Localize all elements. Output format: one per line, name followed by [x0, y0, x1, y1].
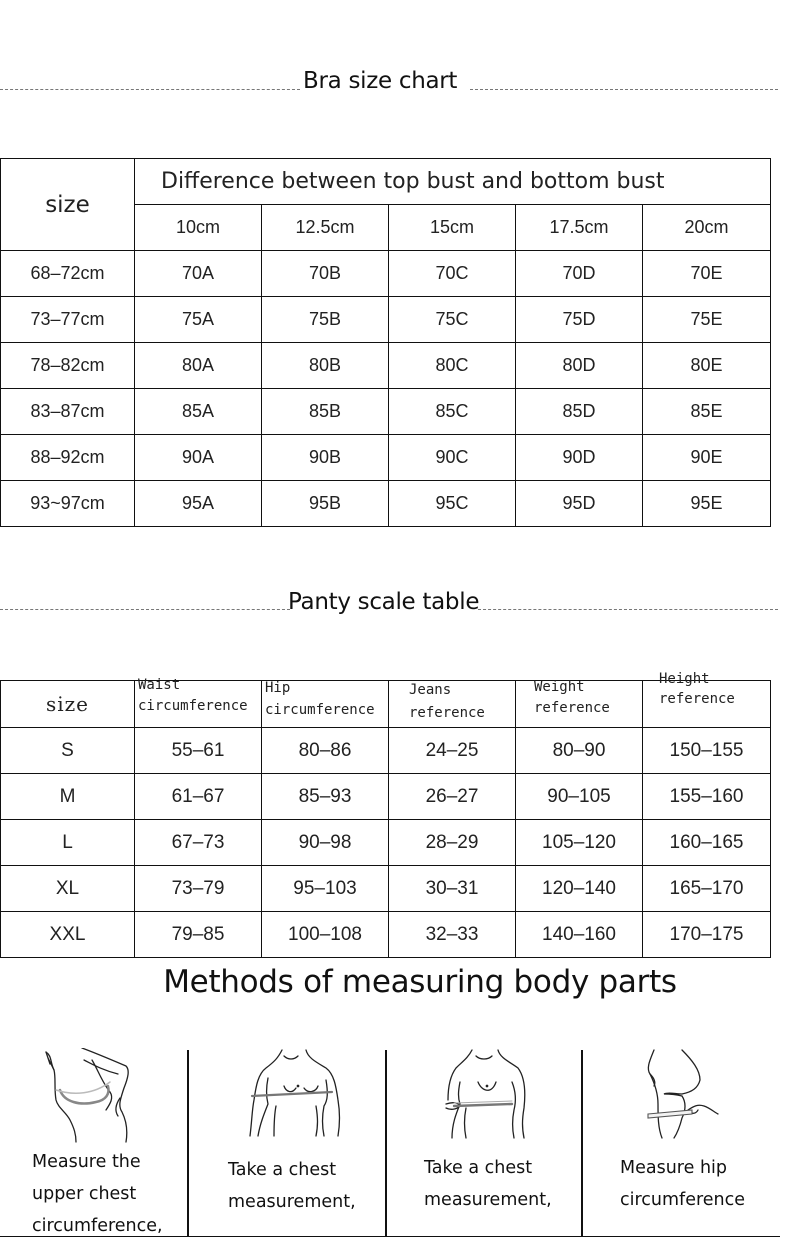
- dashed-divider-left: [0, 609, 290, 610]
- caption-line: circumference: [620, 1190, 746, 1210]
- table-row: [1, 774, 771, 820]
- method-caption: [620, 1152, 745, 1216]
- panty-cell: 67–73: [135, 820, 262, 866]
- caption-line: measurement,: [424, 1190, 552, 1210]
- bra-cell: 70A: [135, 251, 262, 297]
- panty-cell: 90–98: [262, 820, 389, 866]
- panty-cell: 28–29: [389, 820, 516, 866]
- bra-row-size: 73–77cm: [1, 297, 135, 343]
- panty-cell: 73–79: [135, 866, 262, 912]
- header-line: Weight: [534, 679, 585, 695]
- bra-cell: 75D: [516, 297, 643, 343]
- bra-cell: 85D: [516, 389, 643, 435]
- bra-cell: 85A: [135, 389, 262, 435]
- panty-cell: 155–160: [643, 774, 771, 820]
- header-line: Waist: [138, 677, 181, 693]
- panty-row-size: M: [1, 774, 135, 820]
- bra-cell: 90E: [643, 435, 771, 481]
- bra-row-size: 88–92cm: [1, 435, 135, 481]
- panty-row-size: L: [1, 820, 135, 866]
- panty-cell: 80–86: [262, 728, 389, 774]
- bra-cell: 80D: [516, 343, 643, 389]
- bra-difference-header: Difference between top bust and bottom bust: [135, 159, 771, 205]
- table-row: [1, 297, 771, 343]
- bra-row-size: 83–87cm: [1, 389, 135, 435]
- methods-panel: [0, 1048, 790, 1239]
- bra-column-header: 17.5cm: [516, 205, 643, 251]
- panty-cell: 170–175: [643, 912, 771, 958]
- caption-line: circumference,: [32, 1216, 163, 1236]
- panty-column-header-jeans: [389, 681, 516, 728]
- bra-cell: 70E: [643, 251, 771, 297]
- panty-cell: 120–140: [516, 866, 643, 912]
- bra-row-size: 68–72cm: [1, 251, 135, 297]
- panty-cell: 95–103: [262, 866, 389, 912]
- bra-cell: 85B: [262, 389, 389, 435]
- table-row: [1, 481, 771, 527]
- bra-row-size: 78–82cm: [1, 343, 135, 389]
- panty-row-size: S: [1, 728, 135, 774]
- panty-cell: 26–27: [389, 774, 516, 820]
- bra-cell: 90A: [135, 435, 262, 481]
- table-row: [1, 389, 771, 435]
- method-item-chest: [188, 1048, 385, 1239]
- panty-cell: 80–90: [516, 728, 643, 774]
- panty-cell: 79–85: [135, 912, 262, 958]
- bra-cell: 75B: [262, 297, 389, 343]
- panty-column-header-weight: [516, 681, 643, 728]
- table-row: [1, 866, 771, 912]
- panty-cell: 24–25: [389, 728, 516, 774]
- bra-cell: 70D: [516, 251, 643, 297]
- panty-scale-table: [0, 671, 771, 958]
- bra-cell: 85C: [389, 389, 516, 435]
- panty-cell: 61–67: [135, 774, 262, 820]
- bra-column-header: 10cm: [135, 205, 262, 251]
- header-line: Hip: [265, 680, 291, 696]
- table-row: [1, 912, 771, 958]
- panty-column-header-waist: [135, 677, 262, 728]
- bra-cell: 95A: [135, 481, 262, 527]
- caption-line: measurement,: [228, 1192, 356, 1212]
- bra-column-header: 15cm: [389, 205, 516, 251]
- method-item-under-chest: [386, 1048, 581, 1239]
- dashed-divider-right: [478, 609, 778, 610]
- upper-chest-measure-illustration-icon: [40, 1048, 135, 1143]
- panty-section-header: [0, 587, 790, 627]
- bra-cell: 75E: [643, 297, 771, 343]
- panty-row-size: XXL: [1, 912, 135, 958]
- bra-section-header: [0, 66, 790, 106]
- bra-cell: 80C: [389, 343, 516, 389]
- panty-size-corner-header: size: [1, 681, 135, 728]
- table-row: [1, 728, 771, 774]
- dashed-divider-right: [470, 89, 778, 90]
- header-line: reference: [409, 705, 485, 721]
- table-row: [1, 820, 771, 866]
- caption-line: upper chest: [32, 1184, 137, 1204]
- method-item-upper-chest: [0, 1048, 187, 1239]
- bra-row-size: 93~97cm: [1, 481, 135, 527]
- bra-cell: 80E: [643, 343, 771, 389]
- panty-cell: 100–108: [262, 912, 389, 958]
- bra-cell: 85E: [643, 389, 771, 435]
- caption-line: Measure the: [32, 1152, 141, 1172]
- bra-cell: 95E: [643, 481, 771, 527]
- panty-cell: 165–170: [643, 866, 771, 912]
- table-row: [1, 343, 771, 389]
- panty-section-title: Panty scale table: [288, 589, 480, 615]
- caption-line: Measure hip: [620, 1158, 727, 1178]
- hip-measure-illustration-icon: [642, 1048, 742, 1143]
- panty-column-header-hip: [262, 681, 389, 728]
- bra-cell: 80A: [135, 343, 262, 389]
- caption-line: Take a chest: [228, 1160, 337, 1180]
- bra-cell: 90B: [262, 435, 389, 481]
- bra-cell: 70C: [389, 251, 516, 297]
- panty-cell: 140–160: [516, 912, 643, 958]
- bra-cell: 95B: [262, 481, 389, 527]
- bra-cell: 95C: [389, 481, 516, 527]
- panty-cell: 160–165: [643, 820, 771, 866]
- methods-section-title: Methods of measuring body parts: [163, 964, 677, 1000]
- header-line: reference: [659, 691, 735, 707]
- bra-cell: 90D: [516, 435, 643, 481]
- panty-cell: 90–105: [516, 774, 643, 820]
- bra-cell: 70B: [262, 251, 389, 297]
- method-caption: [424, 1152, 552, 1216]
- caption-line: Take a chest: [424, 1158, 533, 1178]
- panty-column-header-height: [643, 671, 771, 728]
- panty-cell: 30–31: [389, 866, 516, 912]
- bra-column-header: 12.5cm: [262, 205, 389, 251]
- header-line: circumference: [265, 702, 375, 718]
- method-caption: [32, 1146, 163, 1242]
- table-row: [1, 251, 771, 297]
- panty-cell: 105–120: [516, 820, 643, 866]
- panty-cell: 55–61: [135, 728, 262, 774]
- bra-cell: 90C: [389, 435, 516, 481]
- header-line: circumference: [138, 698, 248, 714]
- bra-size-table: [0, 158, 771, 527]
- bra-size-corner-header: size: [1, 159, 135, 251]
- under-chest-measure-illustration-icon: [438, 1048, 538, 1143]
- bra-column-header: 20cm: [643, 205, 771, 251]
- header-line: reference: [534, 700, 610, 716]
- method-item-hip: [582, 1048, 790, 1239]
- header-line: Height: [659, 671, 710, 687]
- panty-cell: 32–33: [389, 912, 516, 958]
- bra-cell: 75A: [135, 297, 262, 343]
- bra-cell: 95D: [516, 481, 643, 527]
- panty-row-size: XL: [1, 866, 135, 912]
- chest-measure-illustration-icon: [248, 1048, 348, 1143]
- panty-cell: 150–155: [643, 728, 771, 774]
- dashed-divider-left: [0, 89, 300, 90]
- bra-cell: 75C: [389, 297, 516, 343]
- panty-cell: 85–93: [262, 774, 389, 820]
- method-caption: [228, 1154, 356, 1218]
- table-row: [1, 435, 771, 481]
- bra-cell: 80B: [262, 343, 389, 389]
- header-line: Jeans: [409, 682, 452, 698]
- bra-section-title: Bra size chart: [303, 68, 458, 94]
